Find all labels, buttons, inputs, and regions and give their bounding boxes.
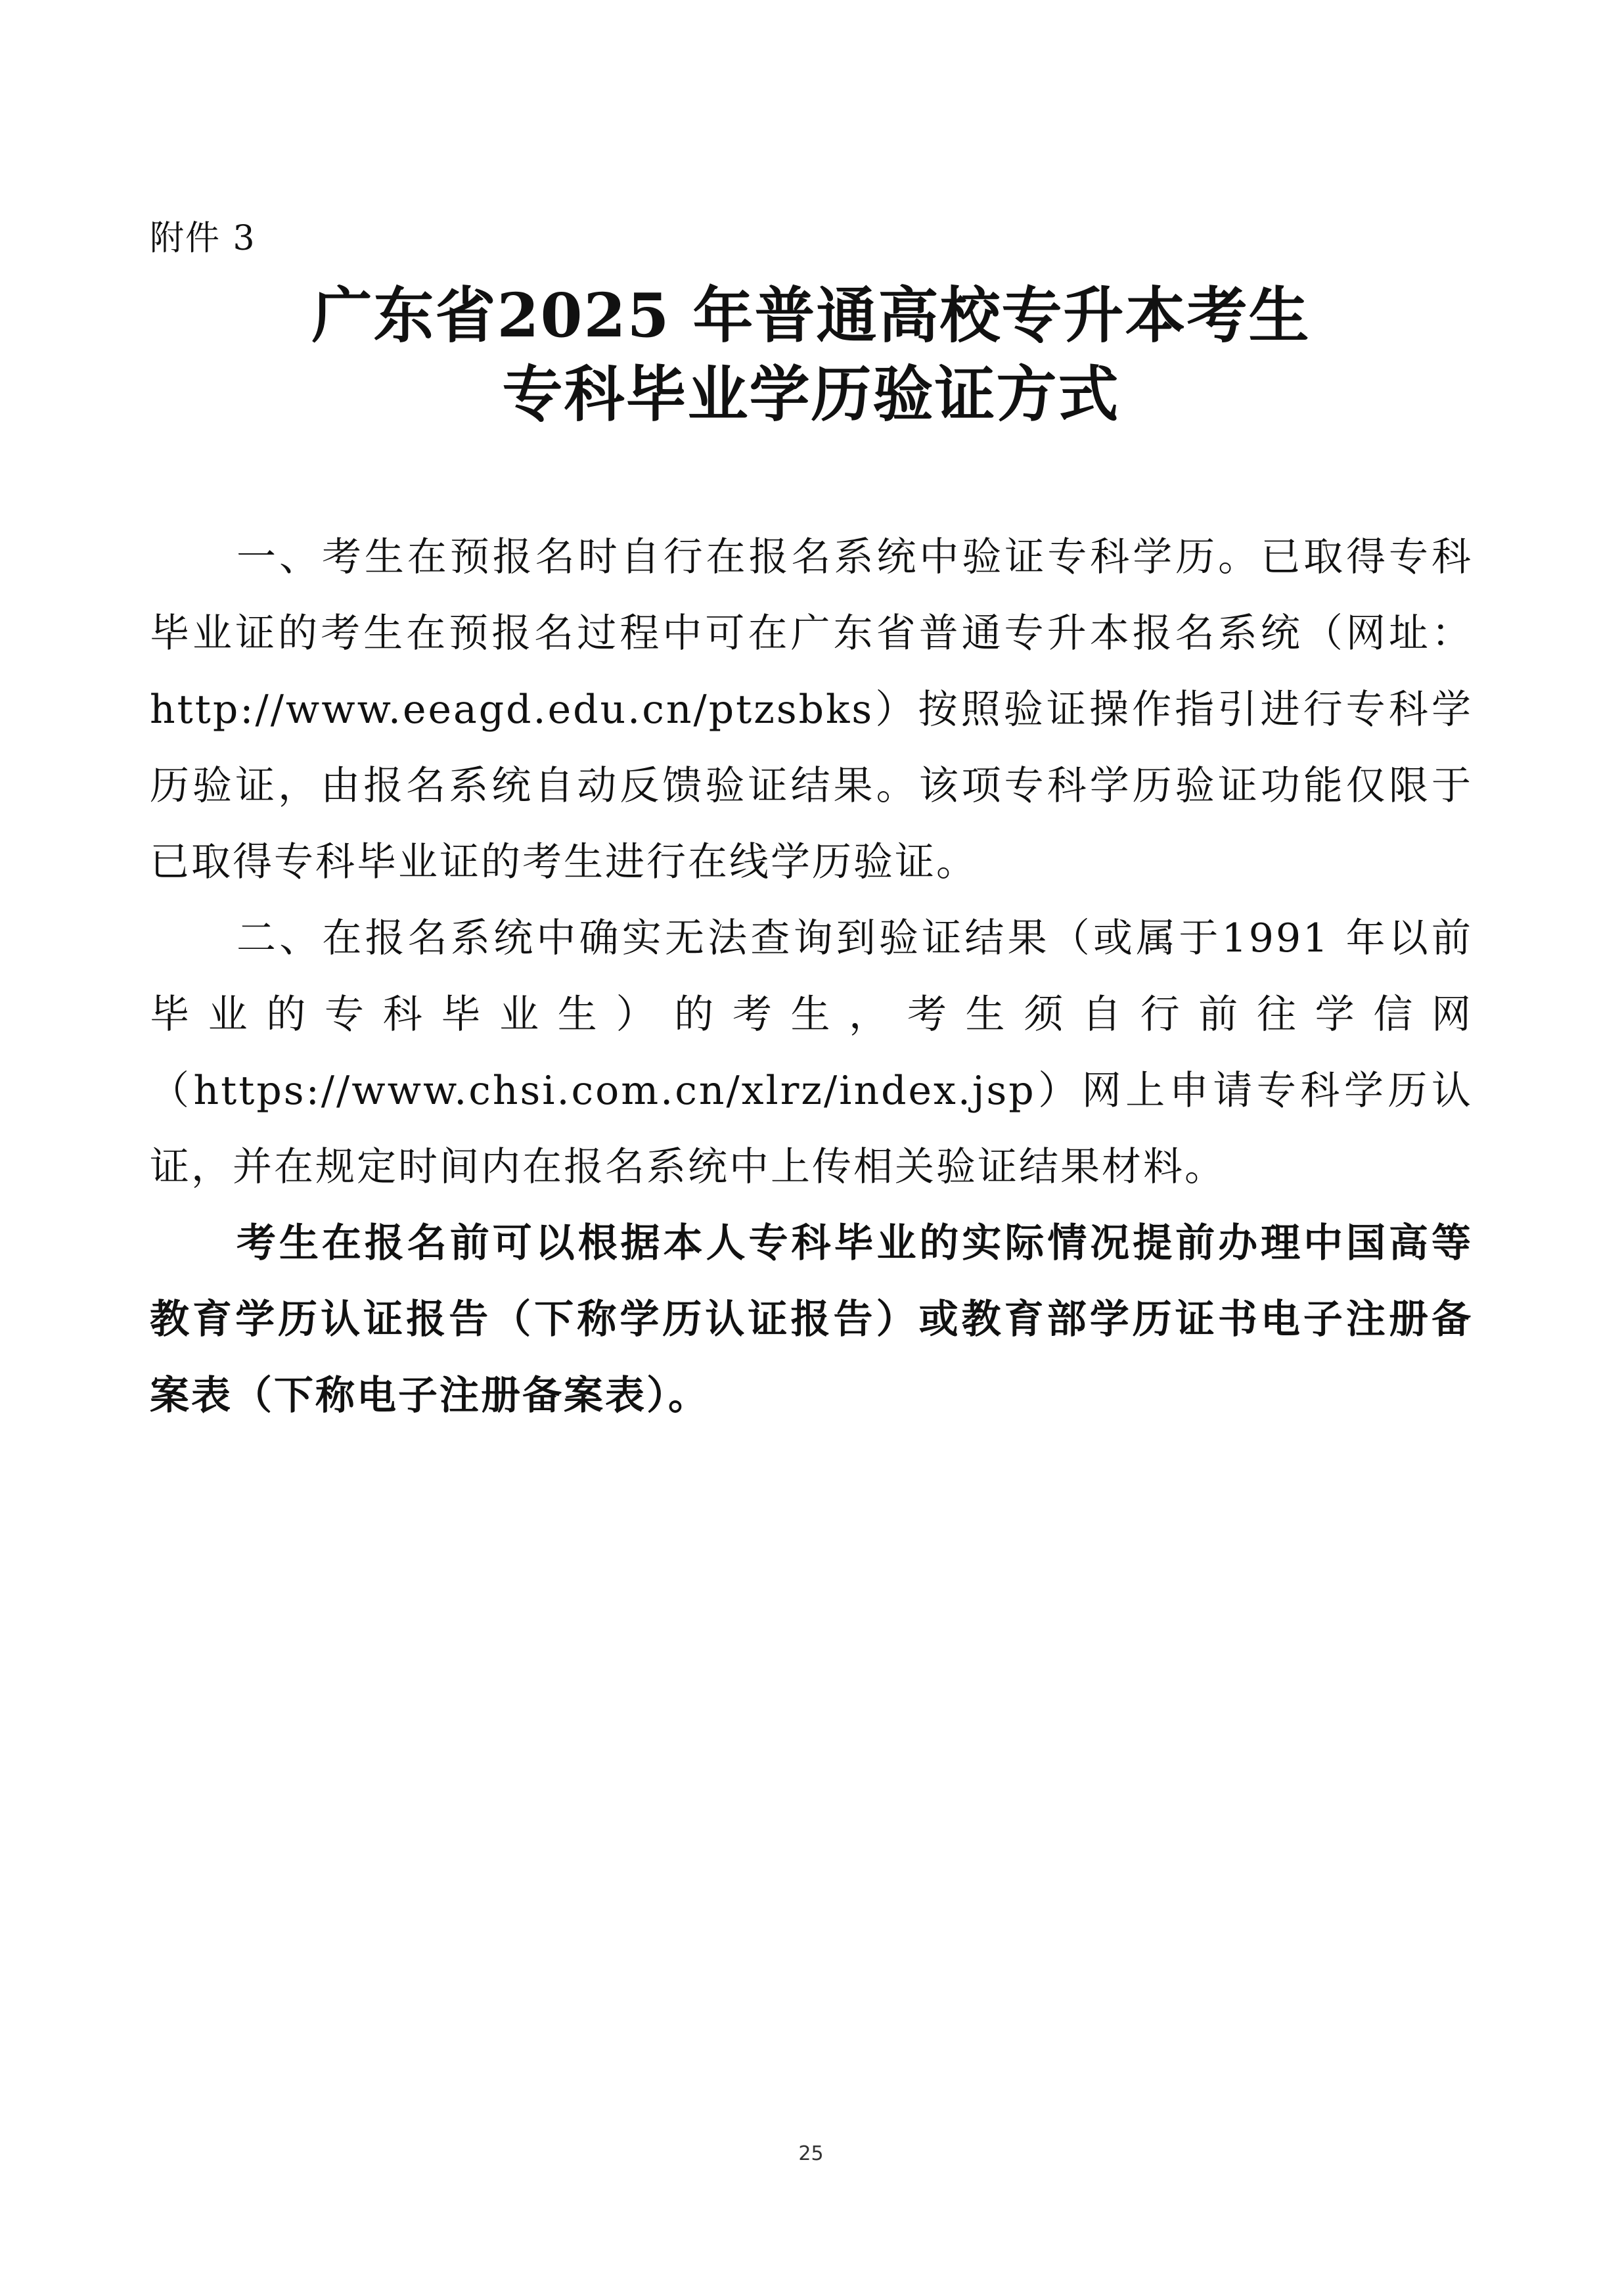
document-title-line-1: 广东省2025 年普通高校专升本考生 (311, 280, 1311, 351)
paragraph-verification-chsi: 二、在报名系统中确实无法查询到验证结果（或属于1991 年以前毕业的专科毕业生）的考生，考生须自行前往学信网（https://www.chsi.com.cn/xlrz/index.jsp）网上申请专科学历认证，并在规定时间内在报名系统中上传相关验证结果材料。 (150, 915, 1473, 1190)
page-number: 25 (798, 2142, 824, 2165)
attachment-label: 附件 3 (150, 219, 256, 258)
paragraph-verification-online: 一、考生在预报名时自行在报名系统中验证专科学历。已取得专科毕业证的考生在预报名过程中可在广东省普通专升本报名系统（网址：http://www.eeagd.edu.cn/ptzsbks）按照验证操作指引进行专科学历验证，由报名系统自动反馈验证结果。该项专科学历验证功能仅限于已取得专科毕业证的考生进行在线学历验证。 (150, 534, 1473, 885)
document-title-line-2: 专科毕业学历验证方式 (502, 359, 1120, 430)
paragraph-advance-notice: 考生在报名前可以根据本人专科毕业的实际情况提前办理中国高等教育学历认证报告（下称学历认证报告）或教育部学历证书电子注册备案表（下称电子注册备案表）。 (150, 1220, 1473, 1419)
